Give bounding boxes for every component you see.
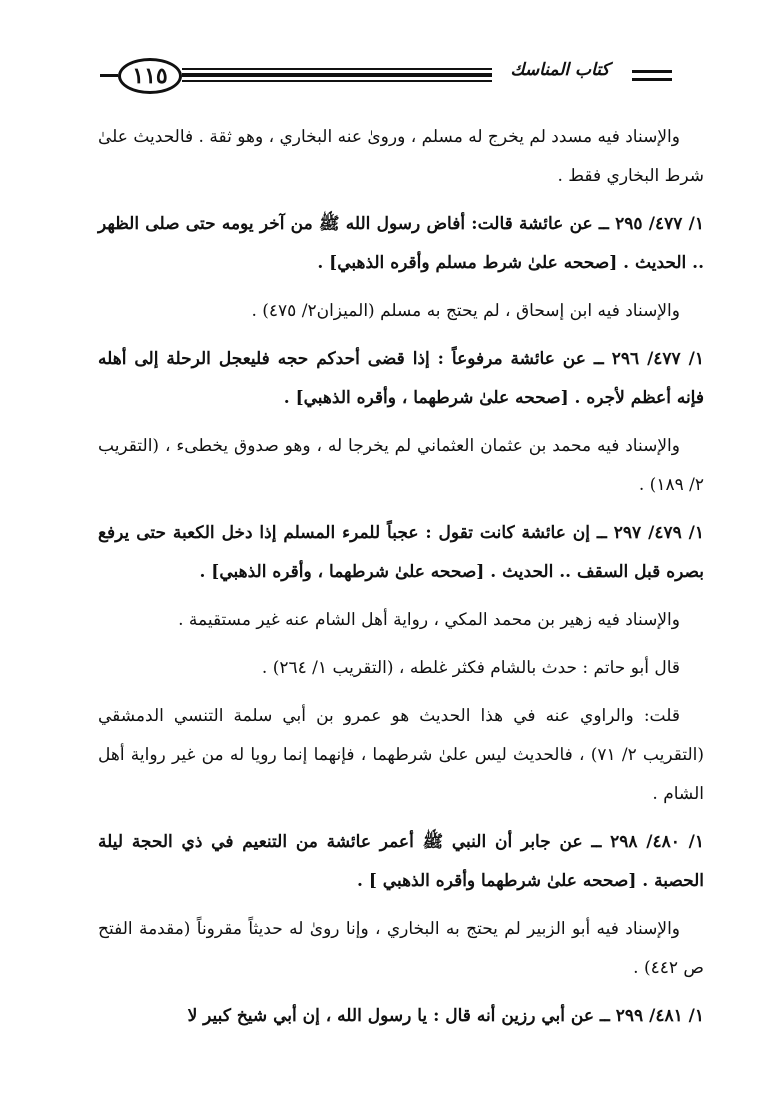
- paragraph: ١/ ٤٧٧/ ٢٩٦ ــ عن عائشة مرفوعاً : إذا قضى أحدكم حجه فليعجل الرحلة إلى أهله فإنه أعظم لأجره . [صححه علىٰ شرطهما ، وأقره الذهبي] .: [98, 349, 704, 408]
- paragraph: قلت: والراوي عنه في هذا الحديث هو عمرو بن أبي سلمة التنسي الدمشقي (التقريب ٢/ ٧١) ، فالحديث ليس علىٰ شرطهما ، فإنهما إنما رويا له من غير رواية أهل الشام .: [98, 706, 704, 804]
- header-rule: [182, 73, 492, 77]
- paragraph: ١/ ٤٨٠/ ٢٩٨ ــ عن جابر أن النبي ﷺ أعمر عائشة من التنعيم في ذي الحجة ليلة الحصبة . [صححه علىٰ شرطهما وأقره الذهبي ] .: [98, 832, 704, 891]
- paragraph: والإسناد فيه مسدد لم يخرج له مسلم ، وروىٰ عنه البخاري ، وهو ثقة . فالحديث علىٰ شرط البخاري فقط .: [98, 127, 704, 186]
- paragraph: قال أبو حاتم : حدث بالشام فكثر غلطه ، (التقريب ١/ ٢٦٤) .: [261, 658, 680, 678]
- page-number: ١١٥: [132, 63, 168, 89]
- page-body: [98, 118, 704, 1045]
- paragraph: والإسناد فيه زهير بن محمد المكي ، رواية أهل الشام عنه غير مستقيمة .: [178, 610, 680, 630]
- paragraph: والإسناد فيه أبو الزبير لم يحتج به البخاري ، وإنا روىٰ له حديثاً مقروناً (مقدمة الفتح ص ٤٤٢) .: [98, 919, 704, 978]
- header-rule-right: [632, 70, 672, 73]
- header-rule: [182, 80, 492, 82]
- paragraph: ١/ ٤٨١/ ٢٩٩ ــ عن أبي رزين أنه قال : يا رسول الله ، إن أبي شيخ كبير لا: [187, 1006, 704, 1026]
- paragraph: ١/ ٤٧٧/ ٢٩٥ ــ عن عائشة قالت: أفاض رسول الله ﷺ من آخر يومه حتى صلى الظهر .. الحديث . [صححه علىٰ شرط مسلم وأقره الذهبي] .: [98, 214, 704, 273]
- header-rule: [182, 68, 492, 70]
- paragraph: والإسناد فيه ابن إسحاق ، لم يحتج به مسلم (الميزان٢/ ٤٧٥) .: [251, 301, 680, 321]
- paragraph: ١/ ٤٧٩/ ٢٩٧ ــ إن عائشة كانت تقول : عجباً للمرء المسلم إذا دخل الكعبة حتى يرفع بصره قبل السقف .. الحديث . [صححه علىٰ شرطهما ، وأقره الذهبي] .: [98, 523, 704, 582]
- page-header: [0, 50, 768, 100]
- paragraph: والإسناد فيه محمد بن عثمان العثماني لم يخرجا له ، وهو صدوق يخطىء ، (التقريب ٢/ ١٨٩) .: [98, 436, 704, 495]
- page-number-badge: [118, 58, 182, 94]
- header-rule-right: [632, 78, 672, 81]
- book-title: كتاب المناسك: [510, 60, 610, 80]
- header-rule-left: [100, 74, 118, 77]
